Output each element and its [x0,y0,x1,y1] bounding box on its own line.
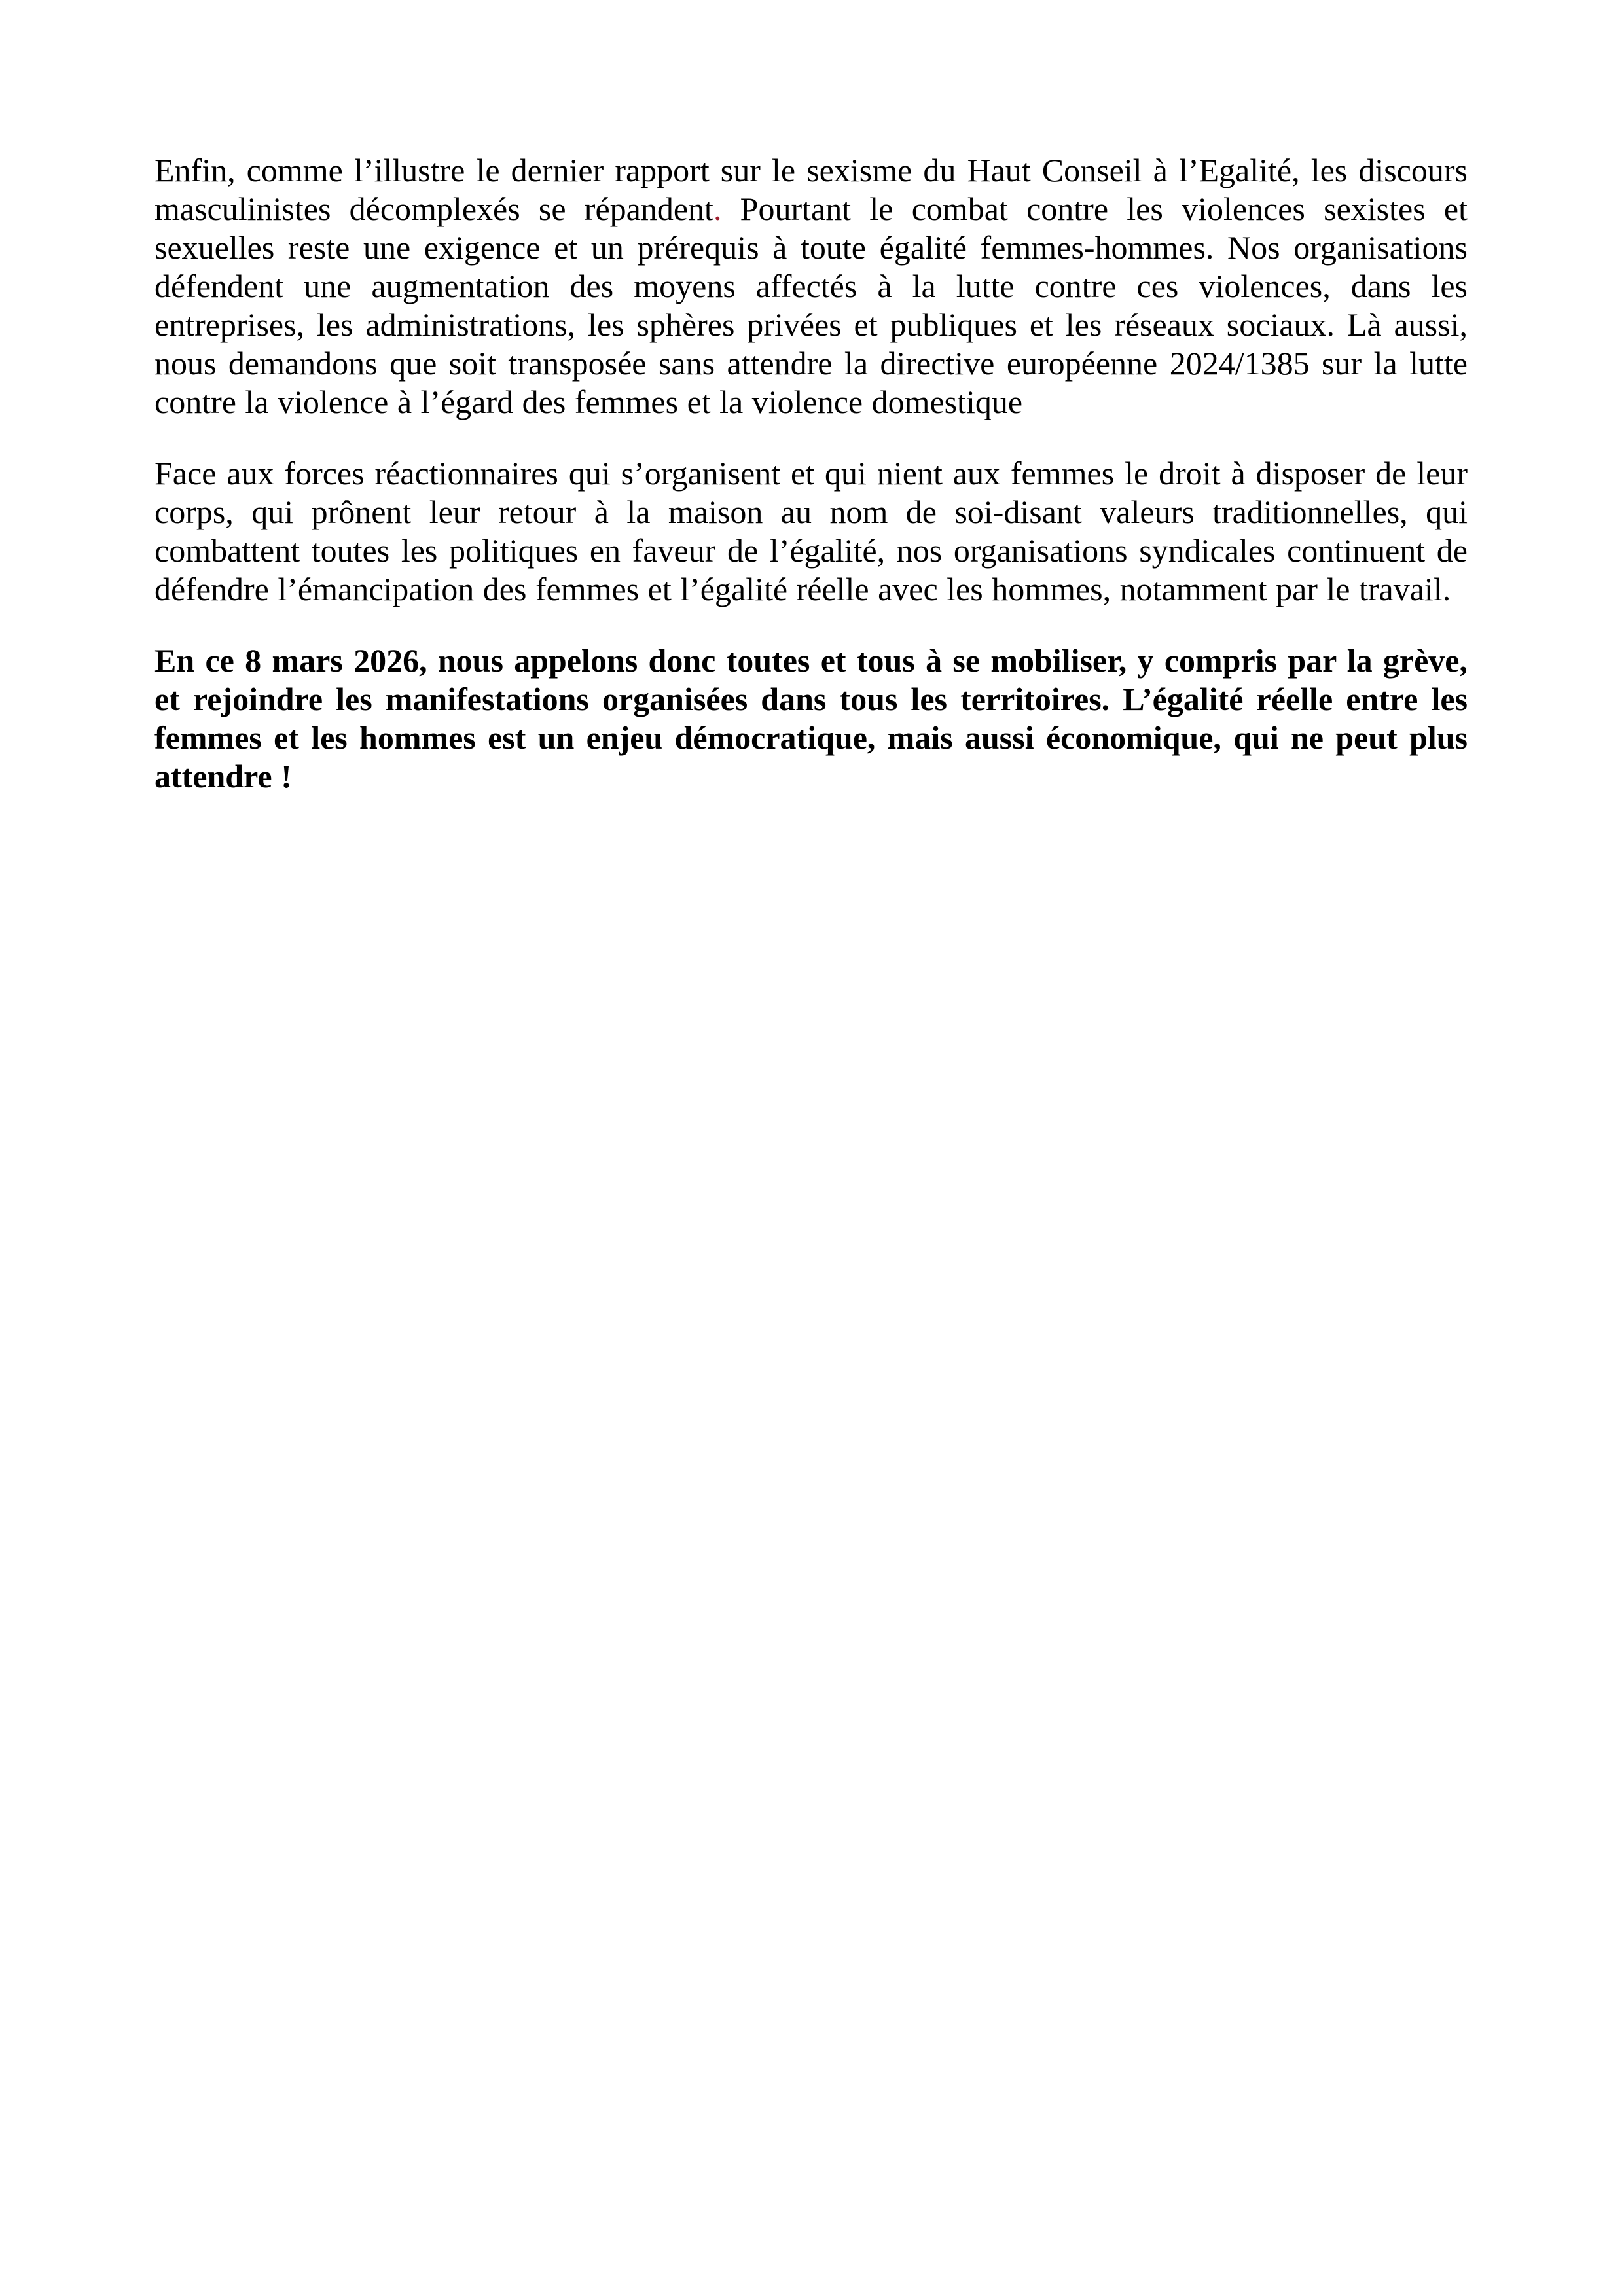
paragraph-reactionary-forces: Face aux forces réactionnaires qui s’organisent et qui nient aux femmes le droit à disposer de leur corps, qui prônent leur retour à la maison au nom de soi-disant valeurs traditionnelles, qui combattent toutes les politiques en faveur de l’égalité, nos organisations syndicales continuent de défendre l’émancipation des femmes et l’égalité réelle avec les hommes, notamment par le travail. [154,455,1468,607]
paragraph-1-text-after-period: Pourtant le combat contre les violences sexistes et sexuelles reste une exigence et un prérequis à toute égalité femmes-hommes. Nos organisations défendent une augmentation des moyens affectés à la lutte contre ces violences, dans les entreprises, les administrations, les sphères privées et publiques et les réseaux sociaux. Là aussi, nous demandons que soit transposée sans attendre la directive européenne 2024/1385 sur la lutte contre la violence à l’égard des femmes et la violence domestique [154,190,1468,420]
text-block [154,151,1468,796]
paragraph-call-to-action: En ce 8 mars 2026, nous appelons donc toutes et tous à se mobiliser, y compris par la grève, et rejoindre les manifestations organisées dans tous les territoires. L’égalité réelle entre les femmes et les hommes est un enjeu démocratique, mais aussi économique, qui ne peut plus attendre ! [154,642,1468,795]
red-period: . [713,190,722,227]
paragraph-1-text-before-period: Enfin, comme l’illustre le dernier rapport sur le sexisme du Haut Conseil à l’Egalité, les discours masculinistes décomplexés se répandent [154,152,1468,227]
paragraph-sexism-report [154,151,1468,422]
